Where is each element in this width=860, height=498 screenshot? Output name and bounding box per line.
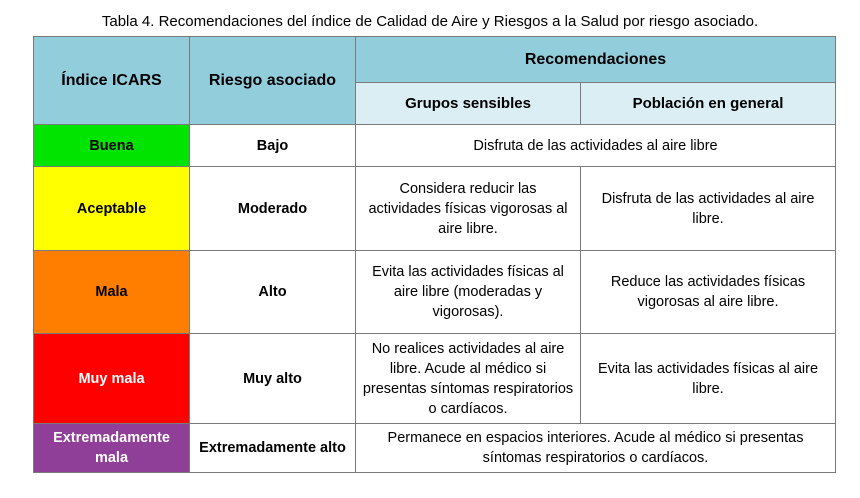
recommendation-all-cell: Disfruta de las actividades al aire libre xyxy=(356,125,836,167)
table-row xyxy=(34,334,836,424)
risk-cell: Bajo xyxy=(190,125,356,167)
header-general-population: Población en general xyxy=(581,83,836,125)
sensitive-recommendation-cell: No realices actividades al aire libre. Acude al médico si presentas síntomas respiratorios o cardíacos. xyxy=(356,334,581,424)
icars-table xyxy=(33,36,836,473)
risk-cell: Muy alto xyxy=(190,334,356,424)
level-cell: Mala xyxy=(34,251,190,334)
level-cell: Aceptable xyxy=(34,167,190,251)
risk-cell: Moderado xyxy=(190,167,356,251)
risk-cell: Alto xyxy=(190,251,356,334)
table-row xyxy=(34,125,836,167)
header-sensitive-groups: Grupos sensibles xyxy=(356,83,581,125)
general-recommendation-cell: Evita las actividades físicas al aire libre. xyxy=(581,334,836,424)
sensitive-recommendation-cell: Evita las actividades físicas al aire libre (moderadas y vigorosas). xyxy=(356,251,581,334)
header-recommendations: Recomendaciones xyxy=(356,37,836,83)
table-caption: Tabla 4. Recomendaciones del índice de Calidad de Aire y Riesgos a la Salud por riesgo asociado. xyxy=(101,13,759,30)
general-recommendation-cell: Reduce las actividades físicas vigorosas al aire libre. xyxy=(581,251,836,334)
table-row xyxy=(34,424,836,473)
level-cell: Muy mala xyxy=(34,334,190,424)
sensitive-recommendation-cell: Considera reducir las actividades físicas vigorosas al aire libre. xyxy=(356,167,581,251)
risk-cell: Extremadamente alto xyxy=(190,424,356,473)
header-risk: Riesgo asociado xyxy=(190,37,356,125)
table-row xyxy=(34,251,836,334)
table-row xyxy=(34,167,836,251)
level-cell: Extremadamente mala xyxy=(34,424,190,473)
header-index: Índice ICARS xyxy=(34,37,190,125)
general-recommendation-cell: Disfruta de las actividades al aire libre. xyxy=(581,167,836,251)
level-cell: Buena xyxy=(34,125,190,167)
recommendation-all-cell: Permanece en espacios interiores. Acude al médico si presentas síntomas respiratorios o cardíacos. xyxy=(356,424,836,473)
